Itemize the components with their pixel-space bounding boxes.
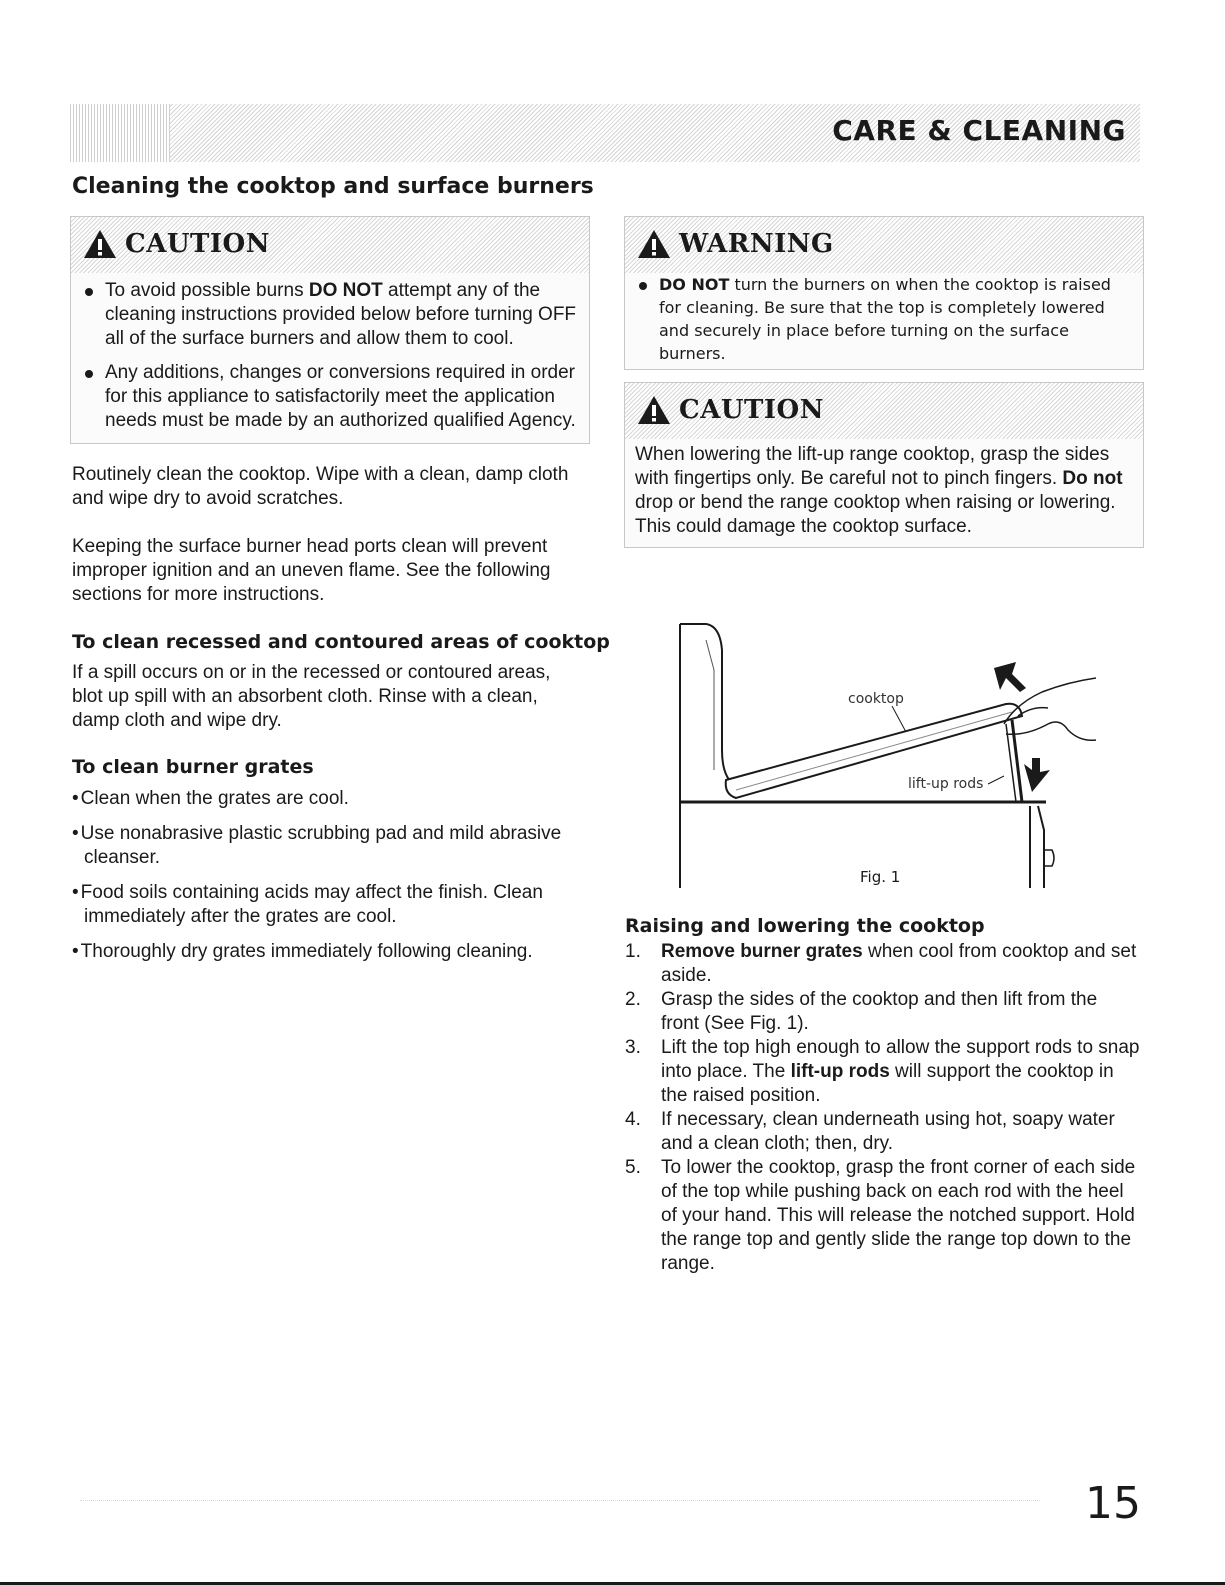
ports-paragraph: Keeping the surface burner head ports clean will prevent improper ignition and an uneven flame. See the following sections for more instructions. — [72, 536, 551, 605]
cooktop-label: cooktop — [848, 691, 904, 707]
warning-item: DO NOT turn the burners on when the cooktop is raised for cleaning. Be sure that the top is completely lowered and securely in place before turning on the surface burners. — [635, 273, 1133, 365]
caution-header — [71, 217, 589, 273]
caution-box-left — [70, 216, 590, 444]
step-item: 3. Lift the top high enough to allow the support rods to snap into place. The lift-up rods will support the cooktop in the raised position. — [625, 1037, 1140, 1106]
list-item: • Thoroughly dry grates immediately following cleaning. — [72, 940, 582, 964]
list-item: • Clean when the grates are cool. — [72, 787, 582, 811]
warning-header — [625, 217, 1143, 273]
warning-list — [625, 273, 1143, 385]
raising-steps — [625, 940, 1140, 1276]
figure-caption: Fig. 1 — [860, 868, 901, 886]
lift-up-rod — [1012, 720, 1022, 802]
warning-triangle-icon — [83, 229, 117, 259]
up-arrow-icon — [994, 662, 1026, 692]
header-banner — [70, 104, 1140, 162]
grates-list — [72, 787, 582, 975]
list-item: • Food soils containing acids may affect the finish. Clean immediately after the grates are cool. — [72, 881, 582, 929]
grates-title: To clean burner grates — [72, 756, 314, 778]
step-item: 5. To lower the cooktop, grasp the front corner of each side of the top while pushing back on each rod with the heel of your hand. This will release the notched support. Hold the range top and gently slide the range top down to the range. — [625, 1157, 1136, 1274]
warning-box — [624, 216, 1144, 370]
step-item: 2. Grasp the sides of the cooktop and then lift from the front (See Fig. 1). — [625, 989, 1098, 1034]
warning-triangle-icon — [637, 395, 671, 425]
caution-paragraph: When lowering the lift-up range cooktop, grasp the sides with fingertips only. Be careful not to pinch fingers. Do not drop or bend the range cooktop when raising or lowering. This could damage the cooktop surface. — [635, 444, 1123, 537]
list-item: • Use nonabrasive plastic scrubbing pad and mild abrasive cleanser. — [72, 822, 582, 870]
down-arrow-icon — [1024, 758, 1050, 792]
banner-title: CARE & CLEANING — [832, 114, 1126, 147]
caution-label: CAUTION — [679, 395, 824, 425]
step-item: 1. Remove burner grates when cool from cooktop and set aside. — [625, 941, 1137, 986]
page-number: 15 — [1085, 1478, 1141, 1529]
lift-up-rods-label: lift-up rods — [908, 776, 984, 792]
caution-label: CAUTION — [125, 229, 270, 259]
caution-item: Any additions, changes or conversions required in order for this appliance to satisfactorily meet the application needs must be made by an authorized qualified Agency. — [81, 361, 579, 433]
footer-divider — [80, 1500, 1040, 1501]
routine-paragraph: Routinely clean the cooktop. Wipe with a clean, damp cloth and wipe dry to avoid scratches. — [72, 464, 569, 509]
warning-label: WARNING — [679, 229, 834, 259]
step-item: 4. If necessary, clean underneath using hot, soapy water and a clean cloth; then, dry. — [625, 1109, 1115, 1154]
raising-title: Raising and lowering the cooktop — [625, 915, 985, 937]
caution-item: To avoid possible burns DO NOT attempt any of the cleaning instructions provided below before turning OFF all of the surface burners and allow them to cool. — [81, 279, 579, 351]
caution-box-right — [624, 382, 1144, 548]
caution-header — [625, 383, 1143, 439]
recessed-paragraph: If a spill occurs on or in the recessed or contoured areas, blot up spill with an absorbent cloth. Rinse with a clean, damp cloth and wipe dry. — [72, 662, 551, 731]
caution-list — [71, 273, 589, 453]
cooktop-figure — [676, 620, 1096, 895]
warning-triangle-icon — [637, 229, 671, 259]
recessed-title: To clean recessed and contoured areas of cooktop — [72, 631, 610, 653]
section-title: Cleaning the cooktop and surface burners — [72, 174, 594, 199]
